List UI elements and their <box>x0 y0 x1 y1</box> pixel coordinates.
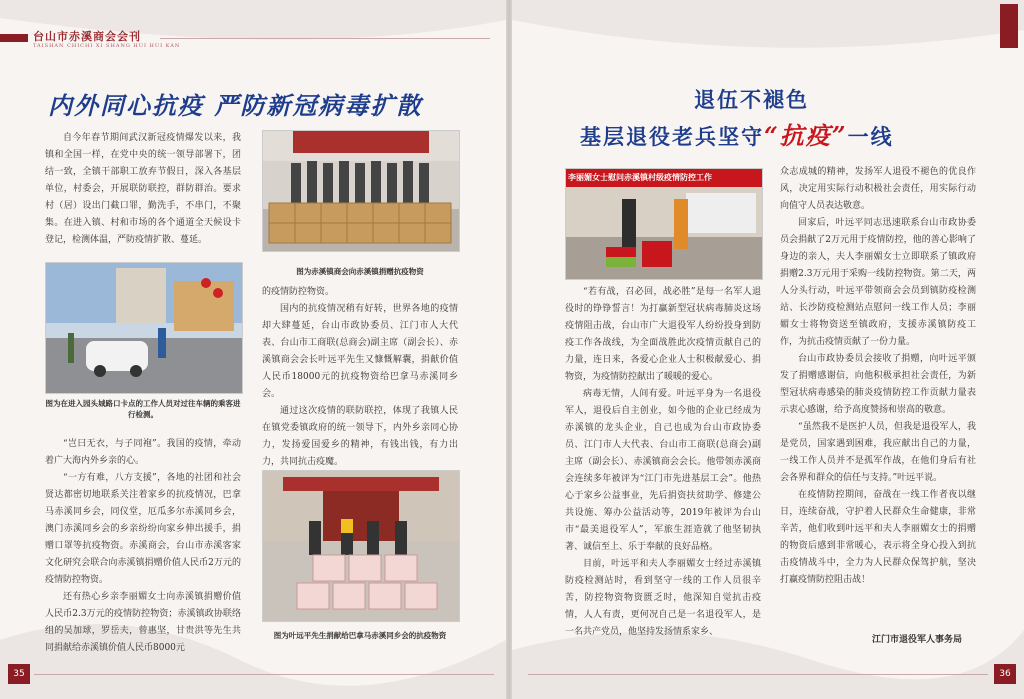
right-column-1 <box>565 284 761 641</box>
headline-pre: 基层退役老兵坚守 <box>580 124 764 149</box>
page-number-left: 35 <box>8 664 30 684</box>
left-column-1-bottom <box>45 436 241 657</box>
right-column-2 <box>780 164 976 589</box>
paragraph: 回家后，叶远平同志迅速联系台山市政协委员会捐献了2万元用于疫情防控，他的善心影响了身边的亲人，夫人李丽媚女士立即联系了镇政府捐赠2.3万元用于采购一线防控物资。第二天，两人分头行动，叶远平带领商会会员到镇防疫检测站、长沙防疫检测站点慰问一线工作人员；李丽媚女士将物资送至镇政府，支援赤溪镇防疫工作，为抗击疫情贡献了一份力量。 <box>780 218 976 347</box>
paragraph: “岂曰无衣，与子同袍”。我国的疫情，牵动着广大海内外乡亲的心。 <box>45 439 241 466</box>
header-bar <box>0 34 28 42</box>
paragraph: 目前，叶远平和夫人李丽媚女士经过赤溪镇防疫检测站时，看到坚守一线的工作人员很辛苦，防控物资物资匮乏时，他深知自觉抗击疫情，人人有责，更何况自己是一名退役军人，是一名共产党员，他坚持发扬情系家乡、 <box>565 559 761 637</box>
left-column-1-top <box>45 130 241 249</box>
donation-photo-1-caption: 图为赤溪镇商会向赤溪镇捐赠抗疫物资 <box>296 267 424 276</box>
left-page <box>0 0 506 699</box>
paragraph: 国内的抗疫情况稍有好转，世界各地的疫情却大肆蔓延，台山市政协委员、江门市人大代表、台山市工商联(总商会)副主席（副会长）、赤溪镇商会会长叶远平先生又慷慨解囊，捐献价值人民币18000元的抗疫物资给巴拿马赤溪同乡会。 <box>262 304 458 399</box>
paragraph: “虽然我不是医护人员，但我是退役军人，我是党员，国家遇到困难，我应献出自己的力量，一线工作人员并不是孤军作战，在他们身后有社会各界和群众的信任与支持。”叶远平说。 <box>780 422 976 483</box>
left-column-2 <box>262 284 458 471</box>
bottom-rule-left <box>34 674 494 675</box>
signature: 江门市退役军人事务局 <box>872 635 963 645</box>
volunteer-photo <box>565 168 763 280</box>
page-number-right: 36 <box>994 664 1016 684</box>
paragraph: “一方有难，八方支援”，各地的社团和社会贤达都密切地联系关注着家乡的抗疫情况，巴拿马赤溪同乡会，同仪堂，厄瓜多尔赤溪同乡会，澳门赤溪同乡会的乡亲纷纷向家乡伸出援手，捐赠口罩等抗疫物资。赤溪商会，台山市赤溪客家文化研究会联合向赤溪镇捐赠价值人民币2万元的疫情防控物资。 <box>45 473 241 585</box>
paragraph: 还有热心乡亲李丽媚女士向赤溪镇捐赠价值人民币2.3万元的疫情防控物资；赤溪镇政协联络组的吴加球，罗岳夫，曾惠坚，甘贵洪等先生共同捐献给赤溪镇价值人民币8000元 <box>45 592 241 653</box>
donation-photo-2-illustration <box>263 471 459 621</box>
header-rule <box>160 38 490 39</box>
paragraph: 自今年春节期间武汉新冠疫情爆发以来，我镇和全国一样，在党中央的统一领导部署下，团结一致，全镇干部职工放弃节假日，深入各基层单位，村委会，开展联防联控，群防群治。要求村（居）设出门截口罪，勤洗手，不串门，不聚集。在进入镇、村和市场的各个通道全天候设卡登记，检测体温，严防疫情扩散、蔓延。 <box>45 133 241 245</box>
right-headline-line2 <box>580 116 894 151</box>
volunteer-photo-illustration <box>566 169 762 279</box>
paragraph: 众志成城的精神，发扬军人退役不褪色的优良作风，决定用实际行动积极社会责任，用实际行动向值守人员表达敬意。 <box>780 167 976 211</box>
paragraph: 在疫情防控期间，奋战在一线工作者夜以继日，连续奋战，守护着人民群众生命健康，非常辛苦，他们收到叶远平和夫人李丽媚女士的捐赠的物资后感到非常暖心，表示将全身心投入到抗击疫情战斗中，全力为人民群众保驾护航，坚决打赢疫情防控阻击战！ <box>780 490 976 585</box>
magazine-title: 台山市赤溪商会会刊 <box>33 30 141 43</box>
headline-post: 一线 <box>847 124 894 149</box>
checkpoint-photo-illustration <box>46 263 242 393</box>
right-headline-line1: 退伍不褪色 <box>694 87 809 112</box>
paragraph: 的疫情防控物资。 <box>262 287 335 297</box>
paragraph: 通过这次疫情的联防联控，体现了我镇人民在镇党委镇政府的统一领导下，内外乡亲同心协力，发扬爱国爱乡的精神，有钱出钱，有力出力，共同抗击疫魔。 <box>262 406 458 467</box>
donation-photo-2 <box>262 470 460 622</box>
banner-text: 李丽媚女士慰问赤溪镇村级疫情防控工作 <box>568 173 712 182</box>
left-headline: 内外同心抗疫 严防新冠病毒扩散 <box>48 91 423 120</box>
paragraph: 台山市政协委员会接收了捐赠，向叶远平颁发了捐赠感谢信，向他积极承担社会责任，为新型冠状病毒感染的肺炎疫情防控工作贡献力量表示衷心感谢，给予高度赞扬和崇高的敬意。 <box>780 354 976 415</box>
checkpoint-photo <box>45 262 243 394</box>
paragraph: 病毒无情，人间有爱。叶远平身为一名退役军人，退役后自主创业，如今他的企业已经成为赤溪镇的龙头企业，自己也成为台山市政协委员、江门市人大代表、台山市工商联(总商会)副主席（副会长）、赤溪镇商会会长。他带领赤溪商会连续多年被评为“江门市先进基层工会”。他热心于家乡公益事业，先后捐资扶贫助学、修建公共设施、筹办公益活动等，2019年被评为台山市“最美退役军人”，军旅生涯造就了他坚韧执著、诚信至上、乐于奉献的良好品格。 <box>565 389 761 552</box>
checkpoint-photo-caption: 图为在进入园头城路口卡点的工作人员对过往车辆的乘客进行检测。 <box>45 399 241 419</box>
corner-tab <box>1000 4 1018 48</box>
bottom-rule-right <box>528 674 988 675</box>
magazine-subtitle: TAISHAN CHICHI XI SHANG HUI HUI KAN <box>33 43 181 49</box>
donation-photo-2-caption: 图为叶远平先生捐献给巴拿马赤溪同乡会的抗疫物资 <box>273 631 447 640</box>
headline-quote: “抗疫” <box>764 121 848 150</box>
donation-photo-1-illustration <box>263 131 459 251</box>
donation-photo-1 <box>262 130 460 252</box>
paragraph: “若有战，召必回，战必胜”是每一名军人退役时的铮铮誓言！为打赢新型冠状病毒肺炎这场疫情阻击战，台山市广大退役军人纷纷投身到防疫工作各战线，为全面战胜此次疫情贡献自己的力量，连日来，各爱心企业人士积极献爱心、捐物资，为疫情防控献出了暖暖的爱心。 <box>565 287 761 382</box>
